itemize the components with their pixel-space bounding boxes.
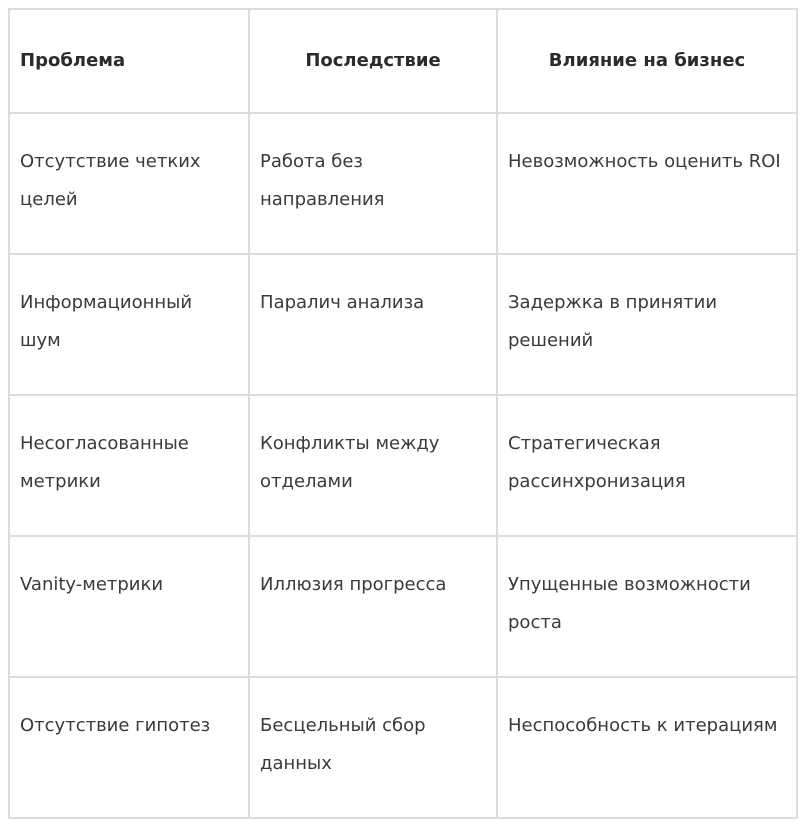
cell-business-impact: Упущенные возможности роста [497,536,797,677]
header-consequence: Последствие [249,9,497,113]
cell-consequence: Конфликты между отделами [249,395,497,536]
cell-problem: Несогласованные метрики [9,395,249,536]
table-row [9,677,797,818]
table-row [9,395,797,536]
problems-table [8,8,798,819]
cell-business-impact: Неспособность к итерациям [497,677,797,818]
table-header-row [9,9,797,113]
table-row [9,113,797,254]
cell-consequence: Бесцельный сбор данных [249,677,497,818]
cell-problem: Информационный шум [9,254,249,395]
cell-problem: Отсутствие гипотез [9,677,249,818]
cell-consequence: Паралич анализа [249,254,497,395]
table-container [8,8,798,819]
table-row [9,254,797,395]
cell-consequence: Работа без направления [249,113,497,254]
cell-business-impact: Задержка в принятии решений [497,254,797,395]
header-problem: Проблема [9,9,249,113]
table-row [9,536,797,677]
cell-business-impact: Невозможность оценить ROI [497,113,797,254]
cell-business-impact: Стратегическая рассинхронизация [497,395,797,536]
cell-problem: Vanity-метрики [9,536,249,677]
cell-problem: Отсутствие четких целей [9,113,249,254]
header-business-impact: Влияние на бизнес [497,9,797,113]
cell-consequence: Иллюзия прогресса [249,536,497,677]
